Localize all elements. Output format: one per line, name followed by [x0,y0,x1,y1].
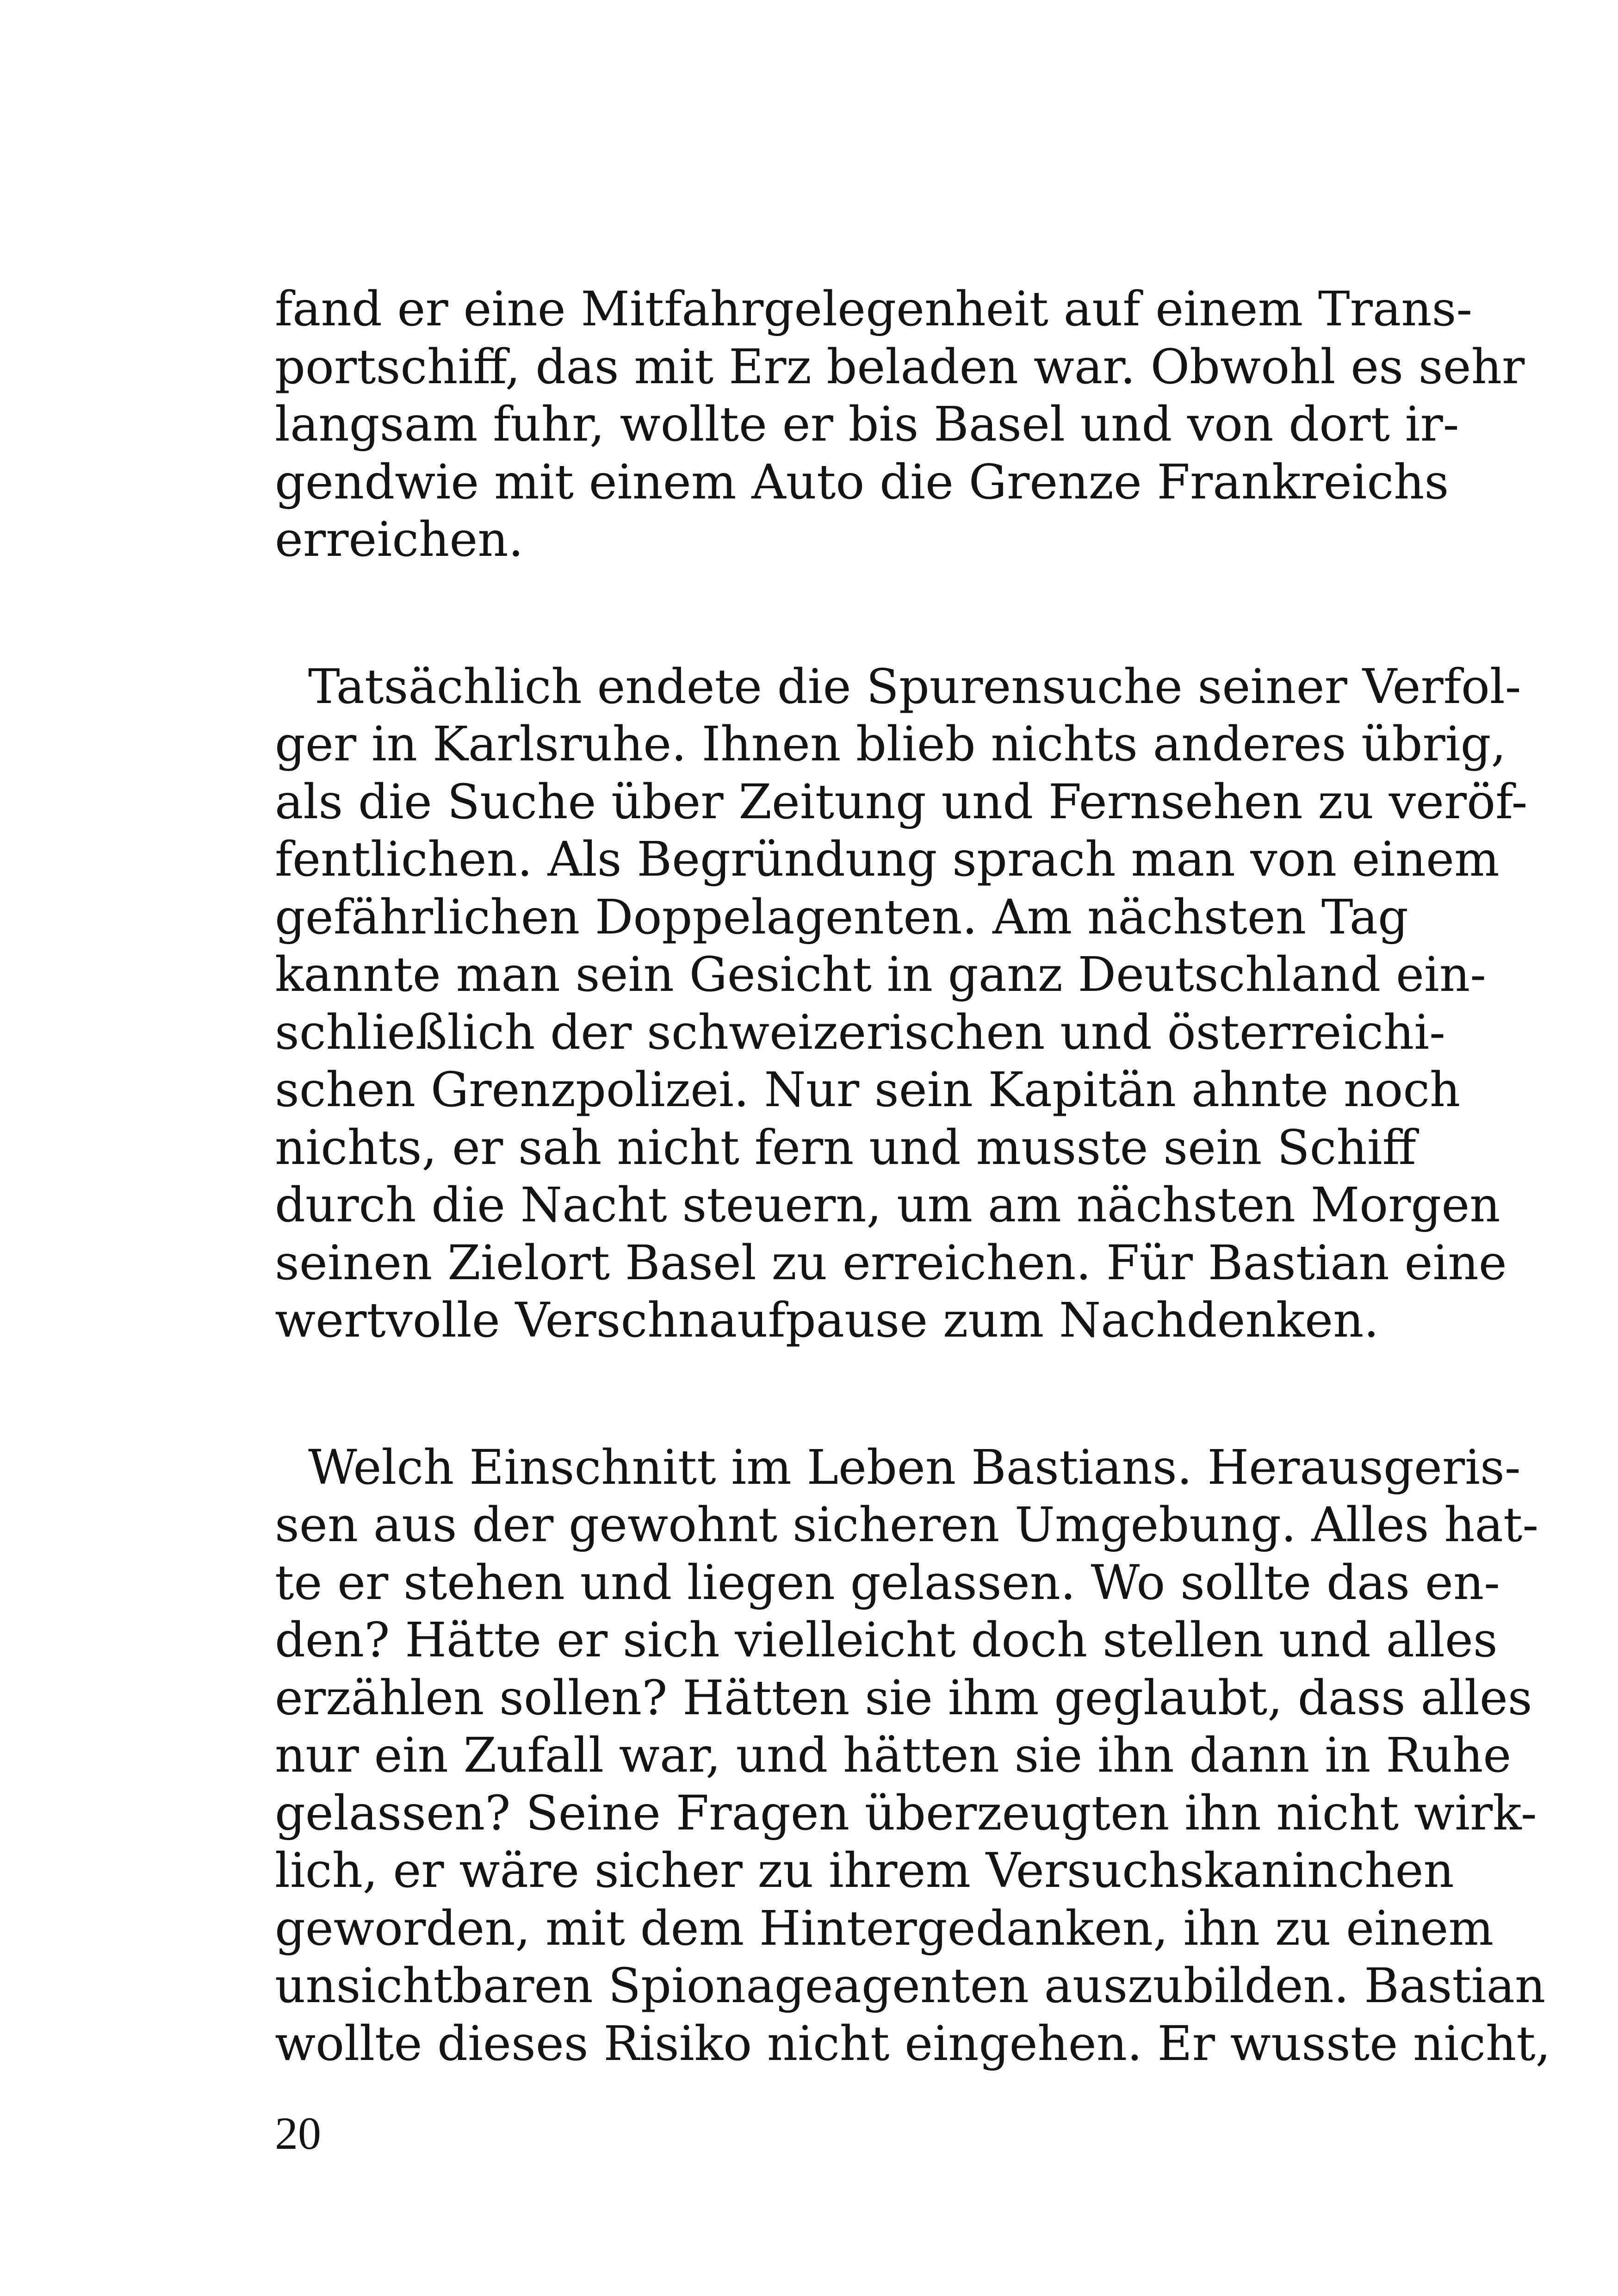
text-line: te er stehen und liegen gelassen. Wo sollte das en- [275,1555,1500,1611]
body-text [275,280,1551,2072]
text-line: schen Grenzpolizei. Nur sein Kapitän ahnte noch [275,1062,1461,1118]
text-line: lich, er wäre sicher zu ihrem Versuchskaninchen [275,1843,1454,1898]
paragraph [275,658,1528,1350]
text-line: erzählen sollen? Hätten sie ihm geglaubt, dass alles [275,1670,1532,1726]
text-line: kannte man sein Gesicht in ganz Deutschland ein- [275,947,1487,1002]
text-line: langsam fuhr, wollte er bis Basel und von dort ir- [275,397,1459,452]
paragraph-gap [275,569,1344,658]
text-line: fentlichen. Als Begründung sprach man von einem [275,832,1500,887]
text-line: wollte dieses Risiko nicht eingehen. Er wusste nicht, [275,2016,1551,2072]
text-line: unsichtbaren Spionageagenten auszubilden. Bastian [275,1958,1546,2014]
text-line: gelassen? Seine Fragen überzeugten ihn nicht wirk- [275,1785,1537,1841]
text-line: seinen Zielort Basel zu erreichen. Für Bastian eine [275,1235,1507,1291]
paragraph-gap [275,1350,1344,1439]
text-line: durch die Nacht steuern, um am nächsten Morgen [275,1177,1500,1233]
text-line: wertvolle Verschnaufpause zum Nachdenken. [275,1293,1379,1348]
text-line: als die Suche über Zeitung und Fernsehen zu veröf- [275,774,1528,830]
text-line: geworden, mit dem Hintergedanken, ihn zu einem [275,1900,1494,1956]
text-line: ger in Karlsruhe. Ihnen blieb nichts anderes übrig, [275,716,1506,772]
text-line: den? Hätte er sich vielleicht doch stellen und alles [275,1612,1498,1668]
text-line: gefährlichen Doppelagenten. Am nächsten Tag [275,889,1408,945]
text-line: schließlich der schweizerischen und österreichi- [275,1004,1445,1060]
text-line: nichts, er sah nicht fern und musste sein Schiff [275,1120,1416,1176]
text-line: sen aus der gewohnt sicheren Umgebung. Alles hat- [275,1497,1539,1553]
page-number: 20 [275,2108,321,2159]
text-line: erreichen. [275,512,524,567]
paragraph [275,280,1525,569]
text-line: nur ein Zufall war, und hätten sie ihn dann in Ruhe [275,1728,1512,1783]
text-line: Tatsächlich endete die Spurensuche seiner Verfol- [308,659,1521,715]
paragraph [275,1439,1551,2073]
text-line: portschiff, das mit Erz beladen war. Obwohl es sehr [275,339,1525,395]
text-line: Welch Einschnitt im Leben Bastians. Herausgeris- [308,1439,1521,1495]
text-line: gendwie mit einem Auto die Grenze Frankreichs [275,454,1449,510]
text-line: fand er eine Mitfahrgelegenheit auf einem Trans- [275,281,1473,337]
